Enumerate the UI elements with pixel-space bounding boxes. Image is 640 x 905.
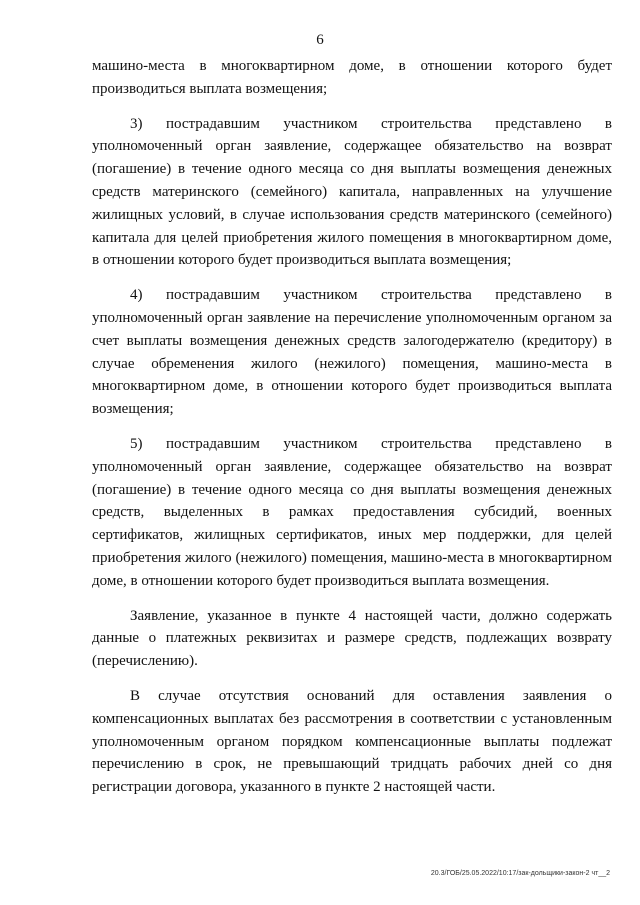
paragraph-item-4: 4) пострадавшим участником строительства представлено в уполномоченный орган заявление на перечисление уполномоченным органом за счет выплаты возмещения денежных средств залогодержателю (кредитору) в случае обременения жилого (нежилого) помещения, машино-места в многоквартирном доме, в отношении которого будет производиться выплата возмещения;: [92, 287, 612, 418]
paragraph-continuation: машино-места в многоквартирном доме, в отношении которого будет производиться выплата возмещения;: [92, 58, 612, 97]
footer-document-code: 20.3/ГОБ/25.05.2022/10:17/зак-дольщики-закон-2 чт__2: [430, 870, 610, 877]
paragraph-item-5: 5) пострадавшим участником строительства представлено в уполномоченный орган заявление, содержащее обязательство на возврат (погашение) в течение одного месяца со дня выплаты возмещения денежных средств, выделенных в рамках предоставления субсидий, военных сертификатов, жилищных сертификатов, иных мер поддержки, для целей приобретения жилого (нежилого) помещения, машино-места в многоквартирном доме, в отношении которого будет производиться выплата возмещения.: [92, 435, 612, 589]
paragraph-compensation-payments: В случае отсутствия оснований для оставления заявления о компенсационных выплатах без рассмотрения в соответствии с установленным уполномоченным органом порядком компенсационные выплаты подлежат перечислению в срок, не превышающий тридцать рабочих дней со дня регистрации договора, указанного в пункте 2 настоящей части.: [92, 687, 612, 796]
document-body: [92, 55, 612, 799]
paragraph-statement-requirements: Заявление, указанное в пункте 4 настоящей части, должно содержать данные о платежных реквизитах и размере средств, подлежащих возврату (перечислению).: [92, 607, 612, 670]
page-number: 6: [316, 32, 324, 48]
paragraph-item-3: 3) пострадавшим участником строительства представлено в уполномоченный орган заявление, содержащее обязательство на возврат (погашение) в течение одного месяца со дня выплаты возмещения денежных средств материнского (семейного) капитала, направленных на улучшение жилищных условий, в случае использования средств материнского (семейного) капитала для целей приобретения жилого помещения в многоквартирном доме, в отношении которого будет производиться выплата возмещения;: [92, 115, 612, 269]
